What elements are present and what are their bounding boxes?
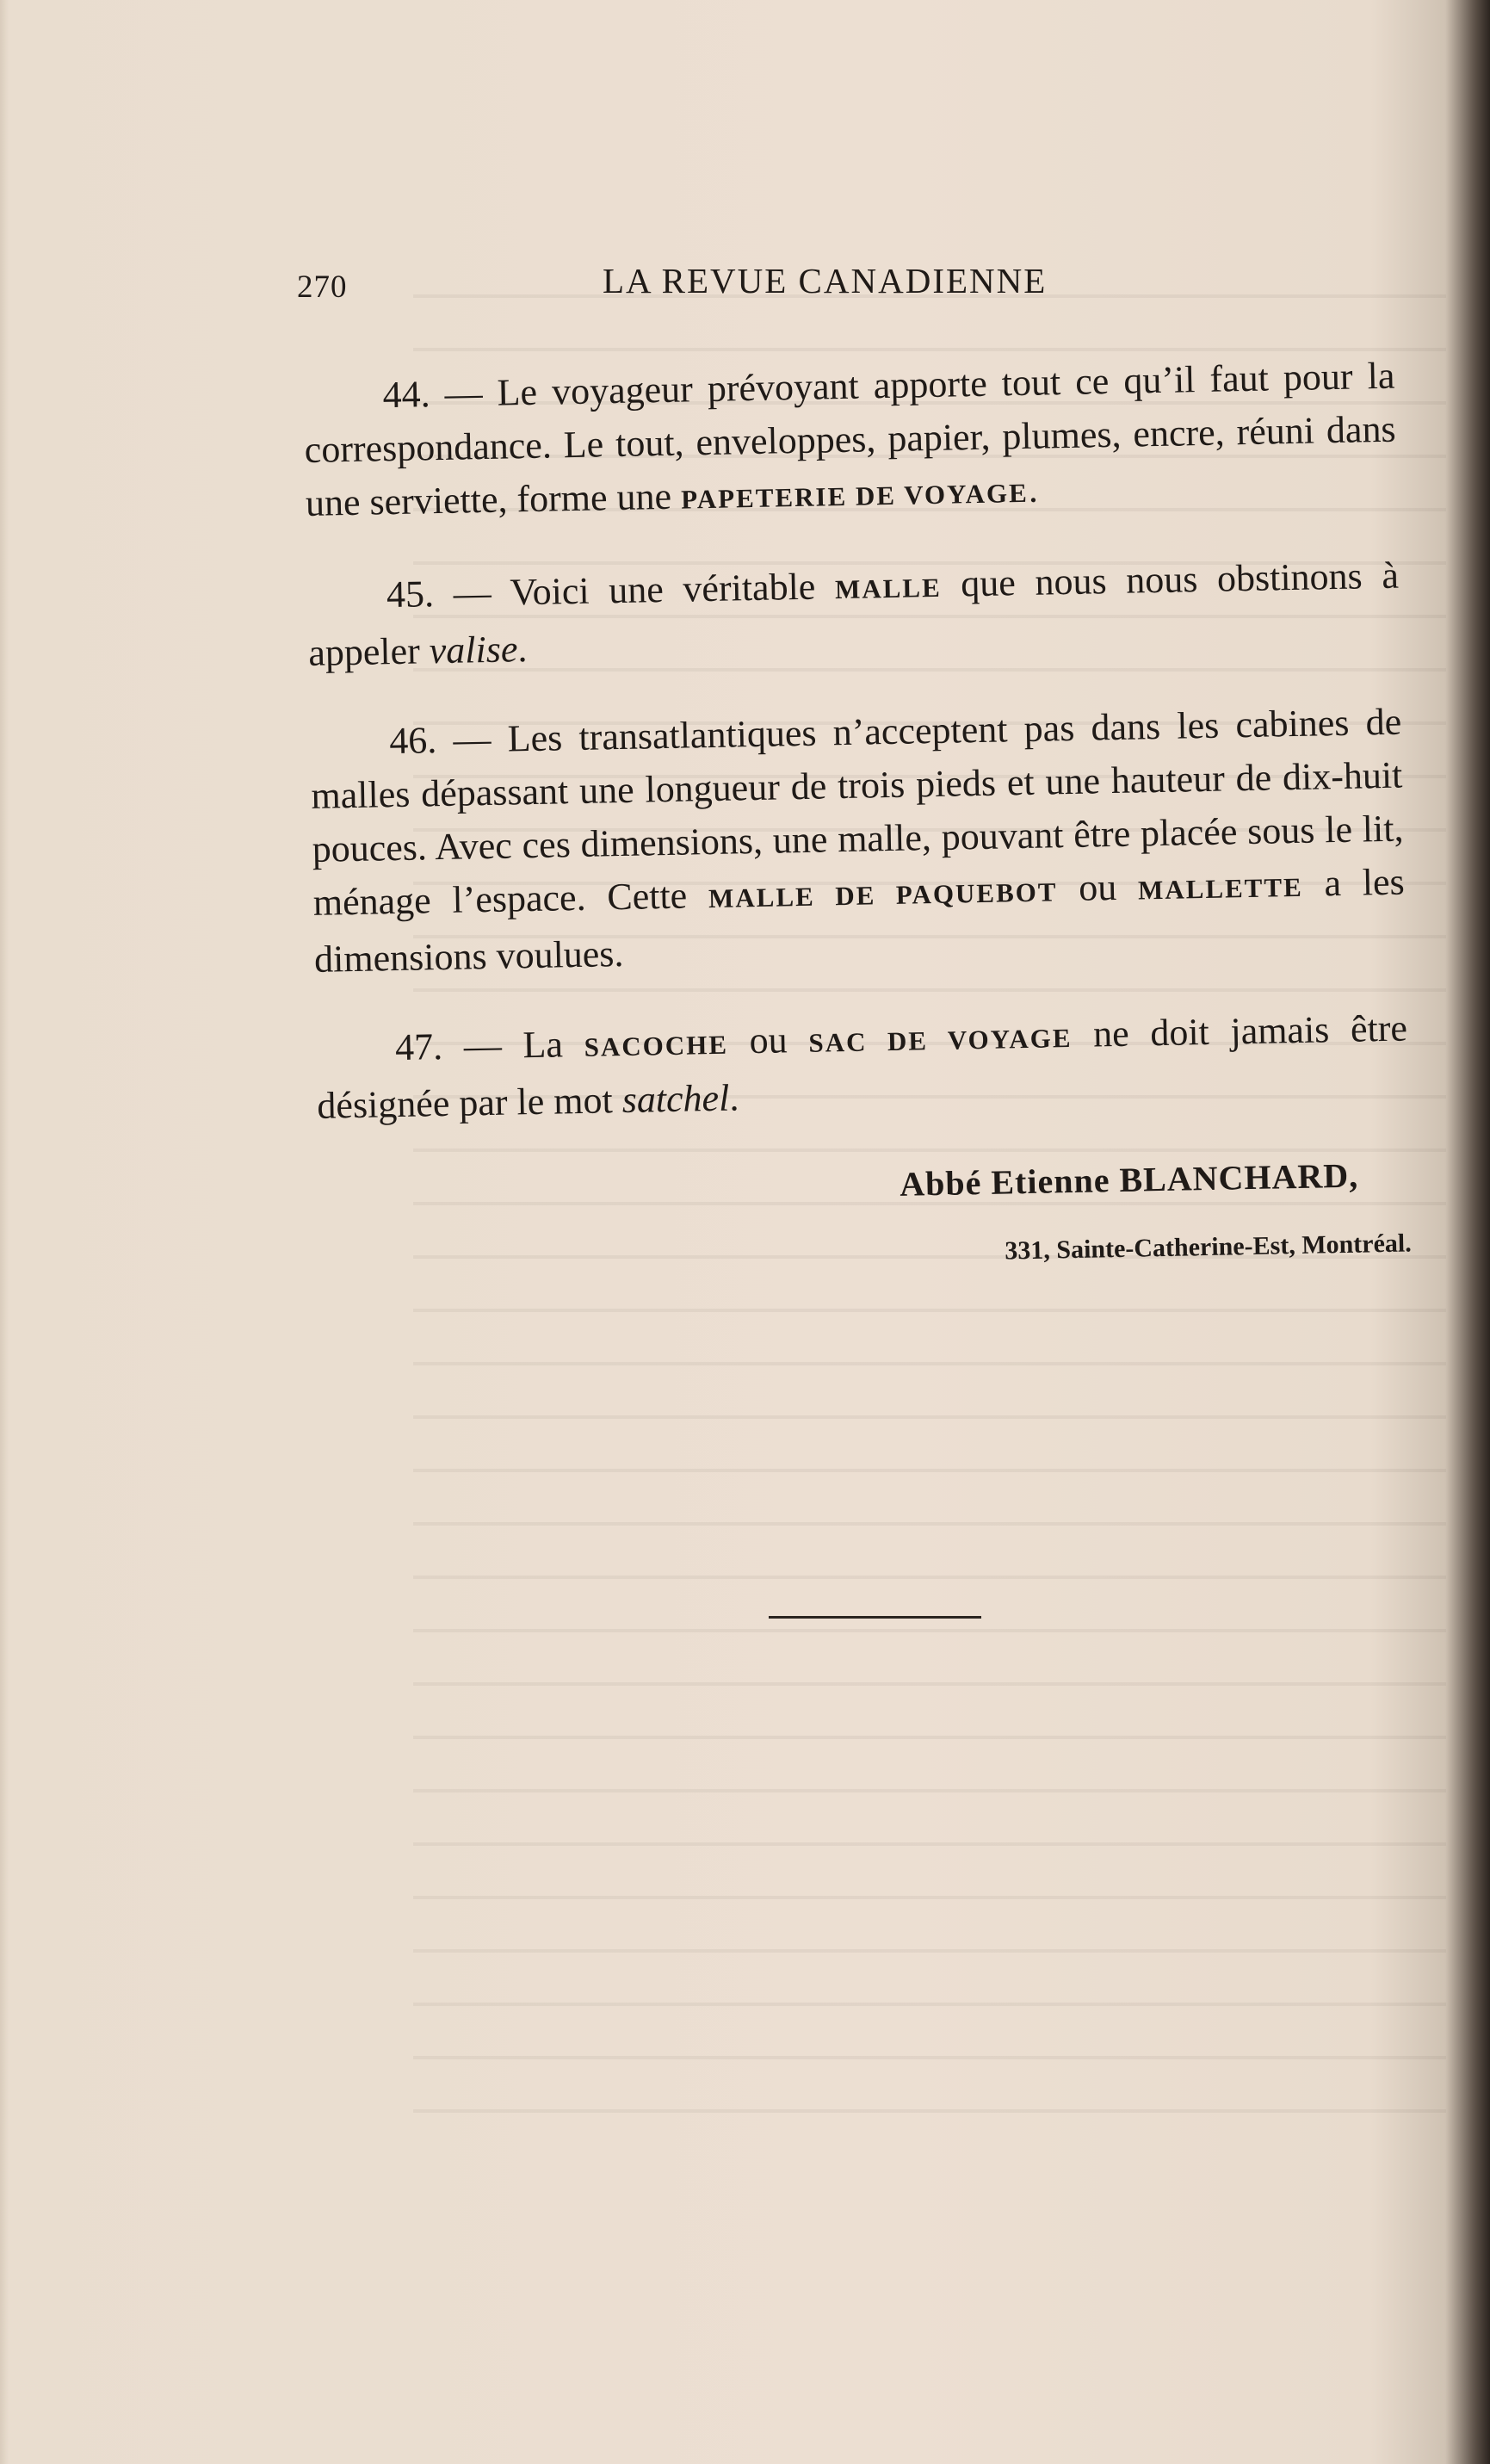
paragraph-text: — Le voyageur prévoyant apporte tout ce qu’il faut pour la correspondance. Le tout, enveloppes, papier, plumes, encre, réuni dans une serviette, forme une [304,354,1397,524]
italic-term: valise [429,628,518,672]
end-rule [769,1616,981,1619]
paragraph-text: . [1028,467,1039,511]
smallcaps-term: MALLE DE PAQUEBOT [708,876,1058,914]
smallcaps-term: SACOCHE [584,1029,729,1062]
smallcaps-term: MALLETTE [1137,871,1304,906]
running-title: LA REVUE CANADIENNE [603,261,1048,300]
paragraph-number: 44. [382,373,431,417]
author-signature: Abbé Etienne BLANCHARD, [899,1155,1359,1204]
paragraph-text: ne doit jamais être désignée par le mot [316,1006,1408,1127]
paragraph-text: ou [727,1018,809,1062]
paragraph-46 [310,696,1407,987]
paragraph-44 [303,350,1397,534]
smallcaps-term: PAPETERIE DE VOYAGE [680,477,1029,515]
paragraph-47 [316,1002,1409,1133]
page-left-edge [0,0,9,2464]
smallcaps-term: SAC DE VOYAGE [808,1022,1073,1058]
italic-term: satchel [621,1076,730,1122]
paragraph-text: a les dimensions voulues. [313,860,1406,981]
paragraph-text: — La [442,1022,585,1068]
page-header [297,260,1390,312]
author-address: 331, Sainte-Catherine-Est, Montréal. [1005,1229,1413,1266]
paragraph-text: . [728,1076,739,1119]
paragraph-text: — Voici une véritable [433,565,836,616]
paragraph-text: . [516,628,528,671]
paragraph-text: — Les transatlantiques n’acceptent pas dans les cabines de malles dépassant une longueur de trois pieds et une hauteur de dix-huit pouces. Avec ces dimensions, une malle, pouvant être placée sous le lit, ménage l’espace. Cette [311,700,1404,924]
article-body [303,350,1412,1291]
paragraph-number: 47. [394,1025,443,1069]
paragraph-45 [306,549,1400,680]
page-number: 270 [297,269,348,305]
paragraph-text: que nous nous obstinons à appeler [307,554,1400,674]
smallcaps-term: MALLE [834,572,943,605]
paragraph-number: 45. [386,573,435,616]
paragraph-number: 46. [388,719,437,763]
paragraph-text: ou [1056,865,1139,910]
